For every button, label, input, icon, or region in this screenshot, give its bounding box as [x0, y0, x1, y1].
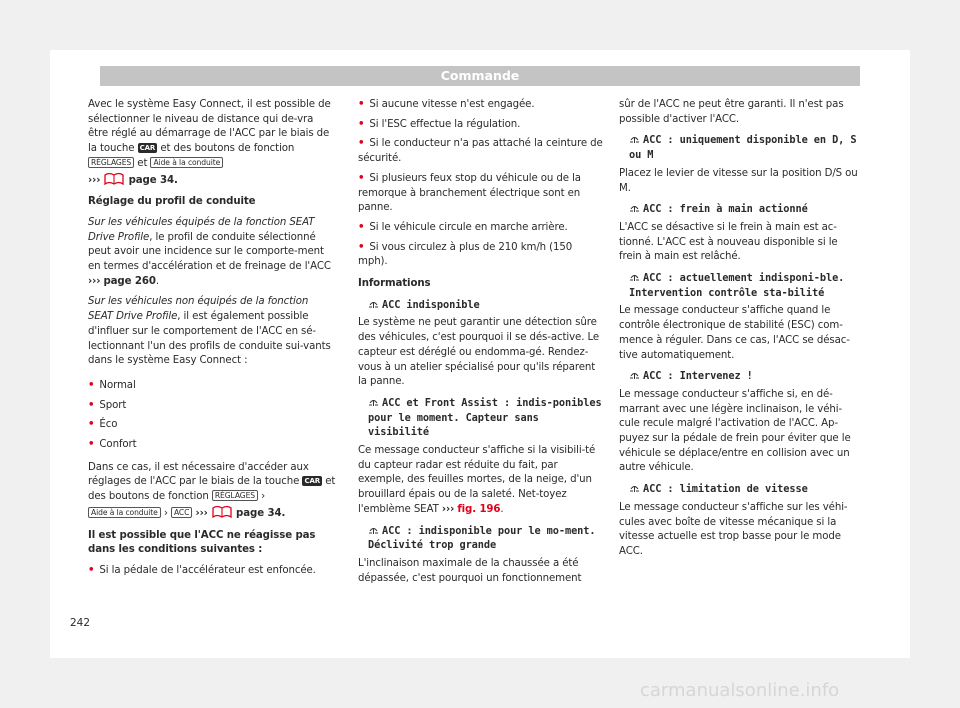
message-title: ACC : uniquement disponible en D, S ou M: [629, 134, 857, 162]
figure-ref-link[interactable]: fig. 196: [457, 503, 501, 515]
list-item: • Normal: [88, 379, 136, 391]
page-ref-link[interactable]: page 34.: [128, 174, 178, 186]
message-title: ACC indisponible: [358, 298, 603, 313]
acc-warning-icon: [629, 134, 640, 144]
page-ref-link[interactable]: page 260: [103, 275, 156, 287]
profile-paragraph-1: Sur les véhicules équipés de la fonction SEAT Drive Profile, le profil de conduite sélectionné peut avoir une incidence sur le comporte-ment en termes d'accélération et de freinage de l'ACC ››› page 260.: [88, 216, 331, 287]
message-text: Le système ne peut garantir une détection sûre des véhicules, c'est pourquoi il se dés-active. Le capteur est déréglé ou endomma-gé. Rendez-vous à un atelier spécialisé pour qu'ils réparent la panne.: [358, 317, 600, 388]
list-item: • Si le conducteur n'a pas attaché la ceinture de sécurité.: [358, 138, 603, 165]
reglages-key: RÉGLAGES: [88, 157, 134, 168]
acc-warning-icon: [368, 525, 379, 535]
profile-paragraph-2: Sur les véhicules non équipés de la fonction SEAT Drive Profile, il est également possible d'influer sur le comportement de l'ACC en sé-lectionnant l'un des profils de conduite sui-vants dans le système Easy Connect :: [88, 296, 331, 367]
list-item: • Si le véhicule circule en marche arrière.: [358, 221, 568, 233]
message-text: Ce message conducteur s'affiche si la visibili-té du capteur radar est réduite du fait, par exemple, des feuilles mortes, de la neige, d'un brouillard épais ou de la saleté. Net-toyez l'emblème SEAT ››› fig. 196.: [358, 445, 596, 515]
acc-warning-icon: [368, 299, 379, 309]
manual-page: [50, 50, 910, 658]
list-item: • Éco: [88, 419, 118, 431]
reglages-key: RÉGLAGES: [212, 490, 258, 501]
page-number: 242: [70, 617, 91, 629]
message-title: ACC : indisponible pour le mo-ment. Déclivité trop grande: [368, 524, 596, 552]
watermark: carmanualsonline.info: [640, 680, 840, 701]
message-text: L'inclinaison maximale de la chaussée a été dépassée, c'est pourquoi un fonctionnement: [358, 557, 582, 584]
list-item: • Confort: [88, 439, 137, 451]
section-header: Commande: [100, 66, 860, 86]
car-key: CAR: [304, 477, 321, 486]
message-title: ACC : limitation de vitesse: [619, 482, 861, 497]
acc-warning-icon: [629, 483, 640, 493]
list-item: • Sport: [88, 399, 127, 411]
book-icon: [211, 505, 233, 518]
list-item: • Si la pédale de l'accélérateur est enfoncée.: [88, 564, 316, 576]
message-title: ACC et Front Assist : indis-ponibles pour le moment. Capteur sans visibilité: [368, 396, 602, 439]
message-text: Le message conducteur s'affiche sur les véhi-cules avec boîte de vitesse mécanique si la vitesse actuelle est trop basse pour le mode ACC.: [619, 501, 848, 557]
profile-list: [88, 379, 336, 453]
acc-warning-icon: [629, 203, 640, 213]
column-right: [619, 98, 861, 566]
cross-ref-arrows: ›››: [88, 174, 101, 186]
column-middle: [358, 98, 603, 592]
message-title: ACC : frein à main actionné: [619, 202, 861, 217]
aide-key: Aide à la conduite: [88, 507, 161, 518]
list-item: • Si vous circulez à plus de 210 km/h (150 mph).: [358, 241, 573, 268]
acc-warning-icon: [368, 397, 379, 407]
list-item: • Si aucune vitesse n'est engagée.: [358, 99, 535, 110]
message-text: Le message conducteur s'affiche si, en dé-marrant avec une légère inclinaison, le véhi-cule recule malgré l'activation de l'ACC. Ap-puyez sur la pédale de frein pour éviter que le véhicule se déplace/entre en collision avec un autre véhicule.: [619, 388, 851, 474]
profile-heading: Réglage du profil de conduite: [88, 196, 256, 208]
intro-paragraph: Avec le système Easy Connect, il est possible de sélectionner le niveau de distance qui de-vra être réglé au démarrage de l'ACC par le biais de la touche CAR et des boutons de fonction RÉGLAGES et Aide à la conduite ››› page 34.: [88, 99, 331, 186]
message-text: Le message conducteur s'affiche quand le contrôle électronique de stabilité (ESC) com-mence à réguler. Dans ce cas, l'ACC se désac-tive automatiquement.: [619, 305, 850, 361]
list-item: • Si l'ESC effectue la régulation.: [358, 118, 521, 130]
message-title: ACC : Intervenez !: [619, 369, 861, 384]
list-item: • Si plusieurs feux stop du véhicule ou de la remorque à branchement électrique sont en panne.: [358, 172, 581, 214]
book-icon: [103, 172, 125, 185]
note-paragraph: Dans ce cas, il est nécessaire d'accéder aux réglages de l'ACC par le biais de la touche CAR et des boutons de fonction RÉGLAGES › Aide à la conduite › ACC ››› page 34.: [88, 461, 336, 519]
acc-warning-icon: [629, 370, 640, 380]
message-text: L'ACC se désactive si le frein à main est ac-tionné. L'ACC est à nouveau disponible si le frein à main est relâché.: [619, 221, 838, 263]
column-left: [88, 98, 336, 584]
message-text: sûr de l'ACC ne peut être garanti. Il n'est pas possible d'activer l'ACC.: [619, 99, 844, 125]
car-key: CAR: [139, 144, 156, 153]
info-heading: Informations: [358, 278, 431, 290]
acc-warning-icon: [629, 272, 640, 282]
message-text: Placez le levier de vitesse sur la position D/S ou M.: [619, 167, 858, 194]
acc-key: ACC: [171, 507, 192, 518]
reaction-heading: Il est possible que l'ACC ne réagisse pas dans les conditions suivantes :: [88, 529, 316, 556]
message-title: ACC : actuellement indisponi-ble. Intervention contrôle sta-bilité: [629, 272, 845, 299]
page-ref-link[interactable]: page 34.: [236, 507, 286, 519]
aide-key: Aide à la conduite: [150, 157, 223, 168]
